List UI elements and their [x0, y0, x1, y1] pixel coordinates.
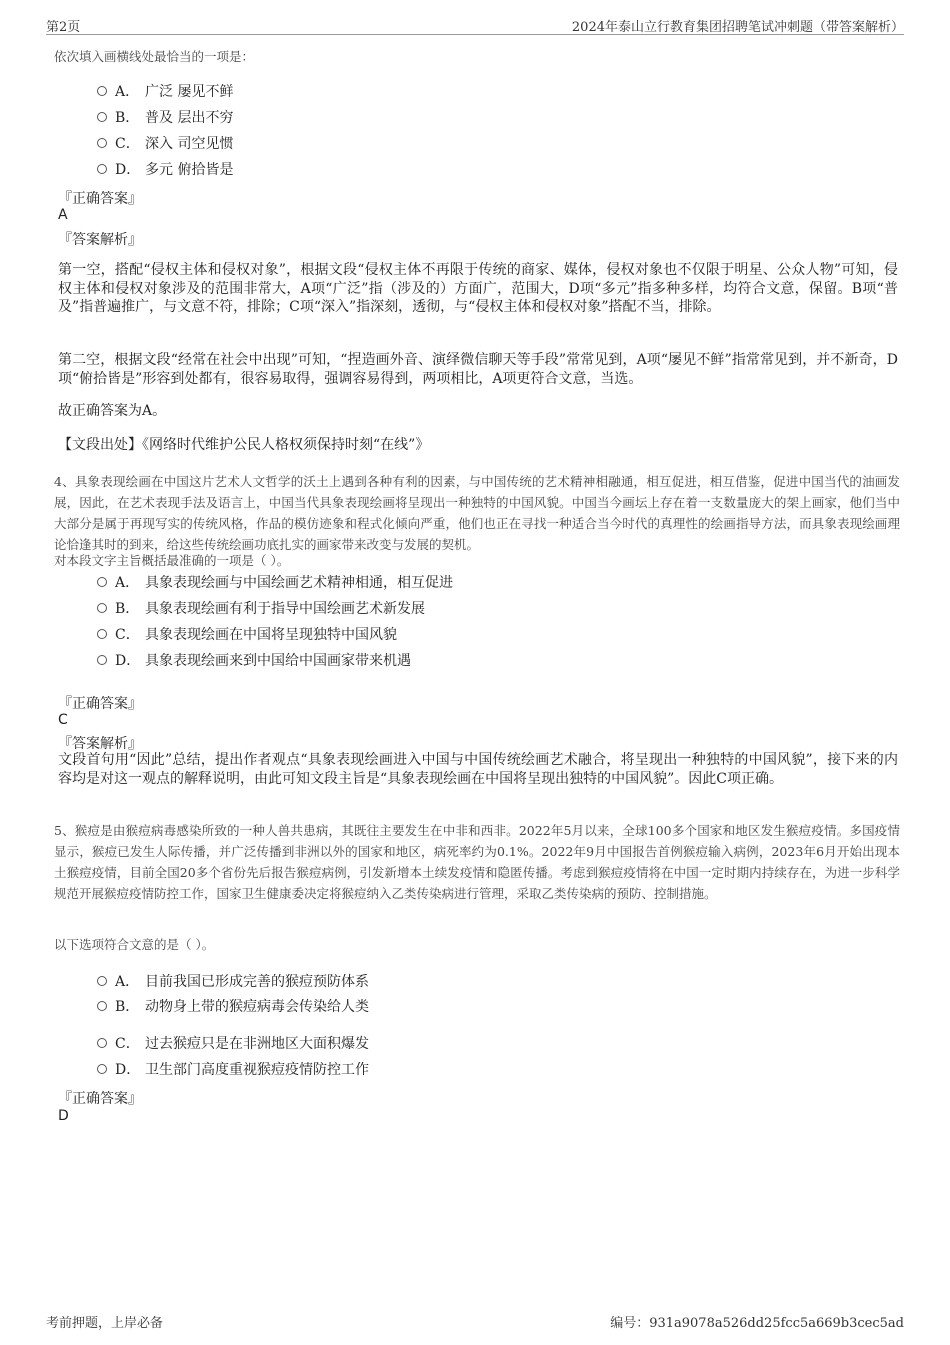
q3-source: 【文段出处】《网络时代维护公民人格权须保持时刻“在线”》 — [58, 437, 430, 453]
q4-option-d[interactable] — [97, 651, 411, 671]
document-title: 2024年泰山立行教育集团招聘笔试冲刺题（带答案解析） — [571, 20, 904, 35]
radio-icon[interactable] — [97, 577, 107, 587]
q3-analysis-paragraph-3: 故正确答案为A。 — [58, 403, 167, 419]
option-text: 卫生部门高度重视猴痘疫情防控工作 — [145, 1062, 369, 1078]
option-letter: D． — [115, 653, 141, 669]
option-letter: D． — [115, 162, 141, 178]
q4-option-a[interactable] — [97, 573, 453, 593]
q3-prompt: 依次填入画横线处最恰当的一项是： — [54, 49, 255, 64]
page-number: 第2页 — [46, 20, 81, 35]
q5-prompt: 以下选项符合文意的是（ ）。 — [54, 937, 215, 952]
footer-slogan: 考前押题，上岸必备 — [46, 1316, 164, 1331]
radio-icon[interactable] — [97, 1064, 107, 1074]
q3-answer-label: 『正确答案』 — [58, 191, 142, 207]
option-text: 广泛 屡见不鲜 — [145, 84, 234, 100]
q3-option-d[interactable] — [97, 160, 233, 180]
q5-option-d[interactable] — [97, 1060, 369, 1080]
document-id: 编号：931a9078a526dd25fcc5a669b3cec5ad — [610, 1316, 904, 1331]
q5-stem: 5、猴痘是由猴痘病毒感染所致的一种人兽共患病，其既往主要发生在中非和西非。2022年5月以来，全球100多个国家和地区发生猴痘疫情。多国疫情显示，猴痘已发生人际传播，并广泛传播到非洲以外的国家和地区，病死率约为0.1%。2022年9月中国报告首例猴痘输入病例，2023年6月开始出现本土猴痘疫情，目前全国20多个省份先后报告猴痘病例，引发新增本土续发疫情和隐匿传播。考虑到猴痘疫情将在中国一定时期内持续存在，为进一步科学规范开展猴痘疫情防控工作，国家卫生健康委决定将猴痘纳入乙类传染病进行管理，采取乙类传染病的预防、控制措施。 — [54, 823, 900, 901]
q3-option-b[interactable] — [97, 108, 233, 128]
q4-option-b[interactable] — [97, 599, 425, 619]
radio-icon[interactable] — [97, 603, 107, 613]
q5-answer: D — [58, 1108, 69, 1124]
option-letter: A． — [115, 575, 140, 591]
radio-icon[interactable] — [97, 112, 107, 122]
q4-answer-label: 『正确答案』 — [58, 696, 142, 712]
option-letter: B． — [115, 110, 140, 126]
option-text: 具象表现绘画与中国绘画艺术精神相通，相互促进 — [145, 575, 453, 591]
option-text: 目前我国已形成完善的猴痘预防体系 — [145, 974, 369, 990]
radio-icon[interactable] — [97, 976, 107, 986]
option-letter: A． — [115, 974, 140, 990]
option-letter: A． — [115, 84, 140, 100]
option-text: 多元 俯拾皆是 — [145, 162, 234, 178]
page-footer — [46, 1312, 904, 1332]
option-letter: B． — [115, 601, 140, 617]
q3-analysis-label: 『答案解析』 — [58, 232, 142, 248]
radio-icon[interactable] — [97, 138, 107, 148]
q4-prompt: 对本段文字主旨概括最准确的一项是（ ）。 — [54, 553, 290, 568]
page-header — [46, 14, 904, 35]
q5-option-b[interactable] — [97, 997, 369, 1017]
q4-answer: C — [58, 712, 68, 728]
q3-answer: A — [58, 207, 68, 223]
q4-analysis-label: 『答案解析』 — [58, 736, 142, 752]
q3-option-a[interactable] — [97, 82, 233, 102]
q4-analysis: 文段首句用“因此”总结，提出作者观点“具象表现绘画进入中国与中国传统绘画艺术融合，将呈现出一种独特的中国风貌”，接下来的内容均是对这一观点的解释说明，由此可知文段主旨是“具象表现绘画在中国将呈现出独特的中国风貌”。因此C项正确。 — [58, 752, 898, 787]
radio-icon[interactable] — [97, 1038, 107, 1048]
option-text: 普及 层出不穷 — [145, 110, 234, 126]
radio-icon[interactable] — [97, 164, 107, 174]
option-letter: B． — [115, 999, 140, 1015]
q3-analysis-paragraph-2: 第二空，根据文段“经常在社会中出现”可知，“捏造画外音、演绎微信聊天等手段”常常见到，A项“屡见不鲜”指常常见到，并不新奇，D项“俯拾皆是”形容到处都有，很容易取得，强调容易得到，两项相比，A项更符合文意，当选。 — [58, 352, 898, 387]
q5-option-c[interactable] — [97, 1034, 369, 1054]
option-text: 具象表现绘画在中国将呈现独特中国风貌 — [145, 627, 397, 643]
radio-icon[interactable] — [97, 629, 107, 639]
option-text: 具象表现绘画有利于指导中国绘画艺术新发展 — [145, 601, 425, 617]
option-letter: D． — [115, 1062, 141, 1078]
option-text: 过去猴痘只是在非洲地区大面积爆发 — [145, 1036, 369, 1052]
radio-icon[interactable] — [97, 655, 107, 665]
option-text: 具象表现绘画来到中国给中国画家带来机遇 — [145, 653, 411, 669]
option-letter: C． — [115, 627, 140, 643]
q5-option-a[interactable] — [97, 972, 369, 992]
q4-stem: 4、具象表现绘画在中国这片艺术人文哲学的沃土上遇到各种有利的因素，与中国传统的艺术精神相融通，相互促进，相互借鉴，促进中国当代的油画发展，因此，在艺术表现手法及语言上，中国当代具象表现绘画将呈现出一种独特的中国风貌。中国当今画坛上存在着一支数量庞大的架上画家，他们当中大部分是属于再现写实的传统风格，作品的模仿迹象和程式化倾向严重，他们也正在寻找一种适合当今时代的真理性的绘画指导方法，而具象表现绘画理论恰逢其时的到来，给这些传统绘画功底扎实的画家带来改变与发展的契机。 — [54, 474, 900, 552]
q5-answer-label: 『正确答案』 — [58, 1091, 142, 1107]
option-letter: C． — [115, 1036, 140, 1052]
option-letter: C． — [115, 136, 140, 152]
option-text: 深入 司空见惯 — [145, 136, 234, 152]
radio-icon[interactable] — [97, 86, 107, 96]
option-text: 动物身上带的猴痘病毒会传染给人类 — [145, 999, 369, 1015]
q4-option-c[interactable] — [97, 625, 397, 645]
q3-analysis-paragraph-1: 第一空，搭配“侵权主体和侵权对象”，根据文段“侵权主体不再限于传统的商家、媒体，侵权对象也不仅限于明星、公众人物”可知，侵权主体和侵权对象涉及的范围非常大，A项“广泛”指（涉及的）方面广，范围大，D项“多元”指多种多样，均符合文意，保留。B项“普及”指普遍推广，与文意不符，排除；C项“深入”指深刻，透彻，与“侵权主体和侵权对象”搭配不当，排除。 — [58, 262, 898, 315]
q3-option-c[interactable] — [97, 134, 233, 154]
radio-icon[interactable] — [97, 1001, 107, 1011]
